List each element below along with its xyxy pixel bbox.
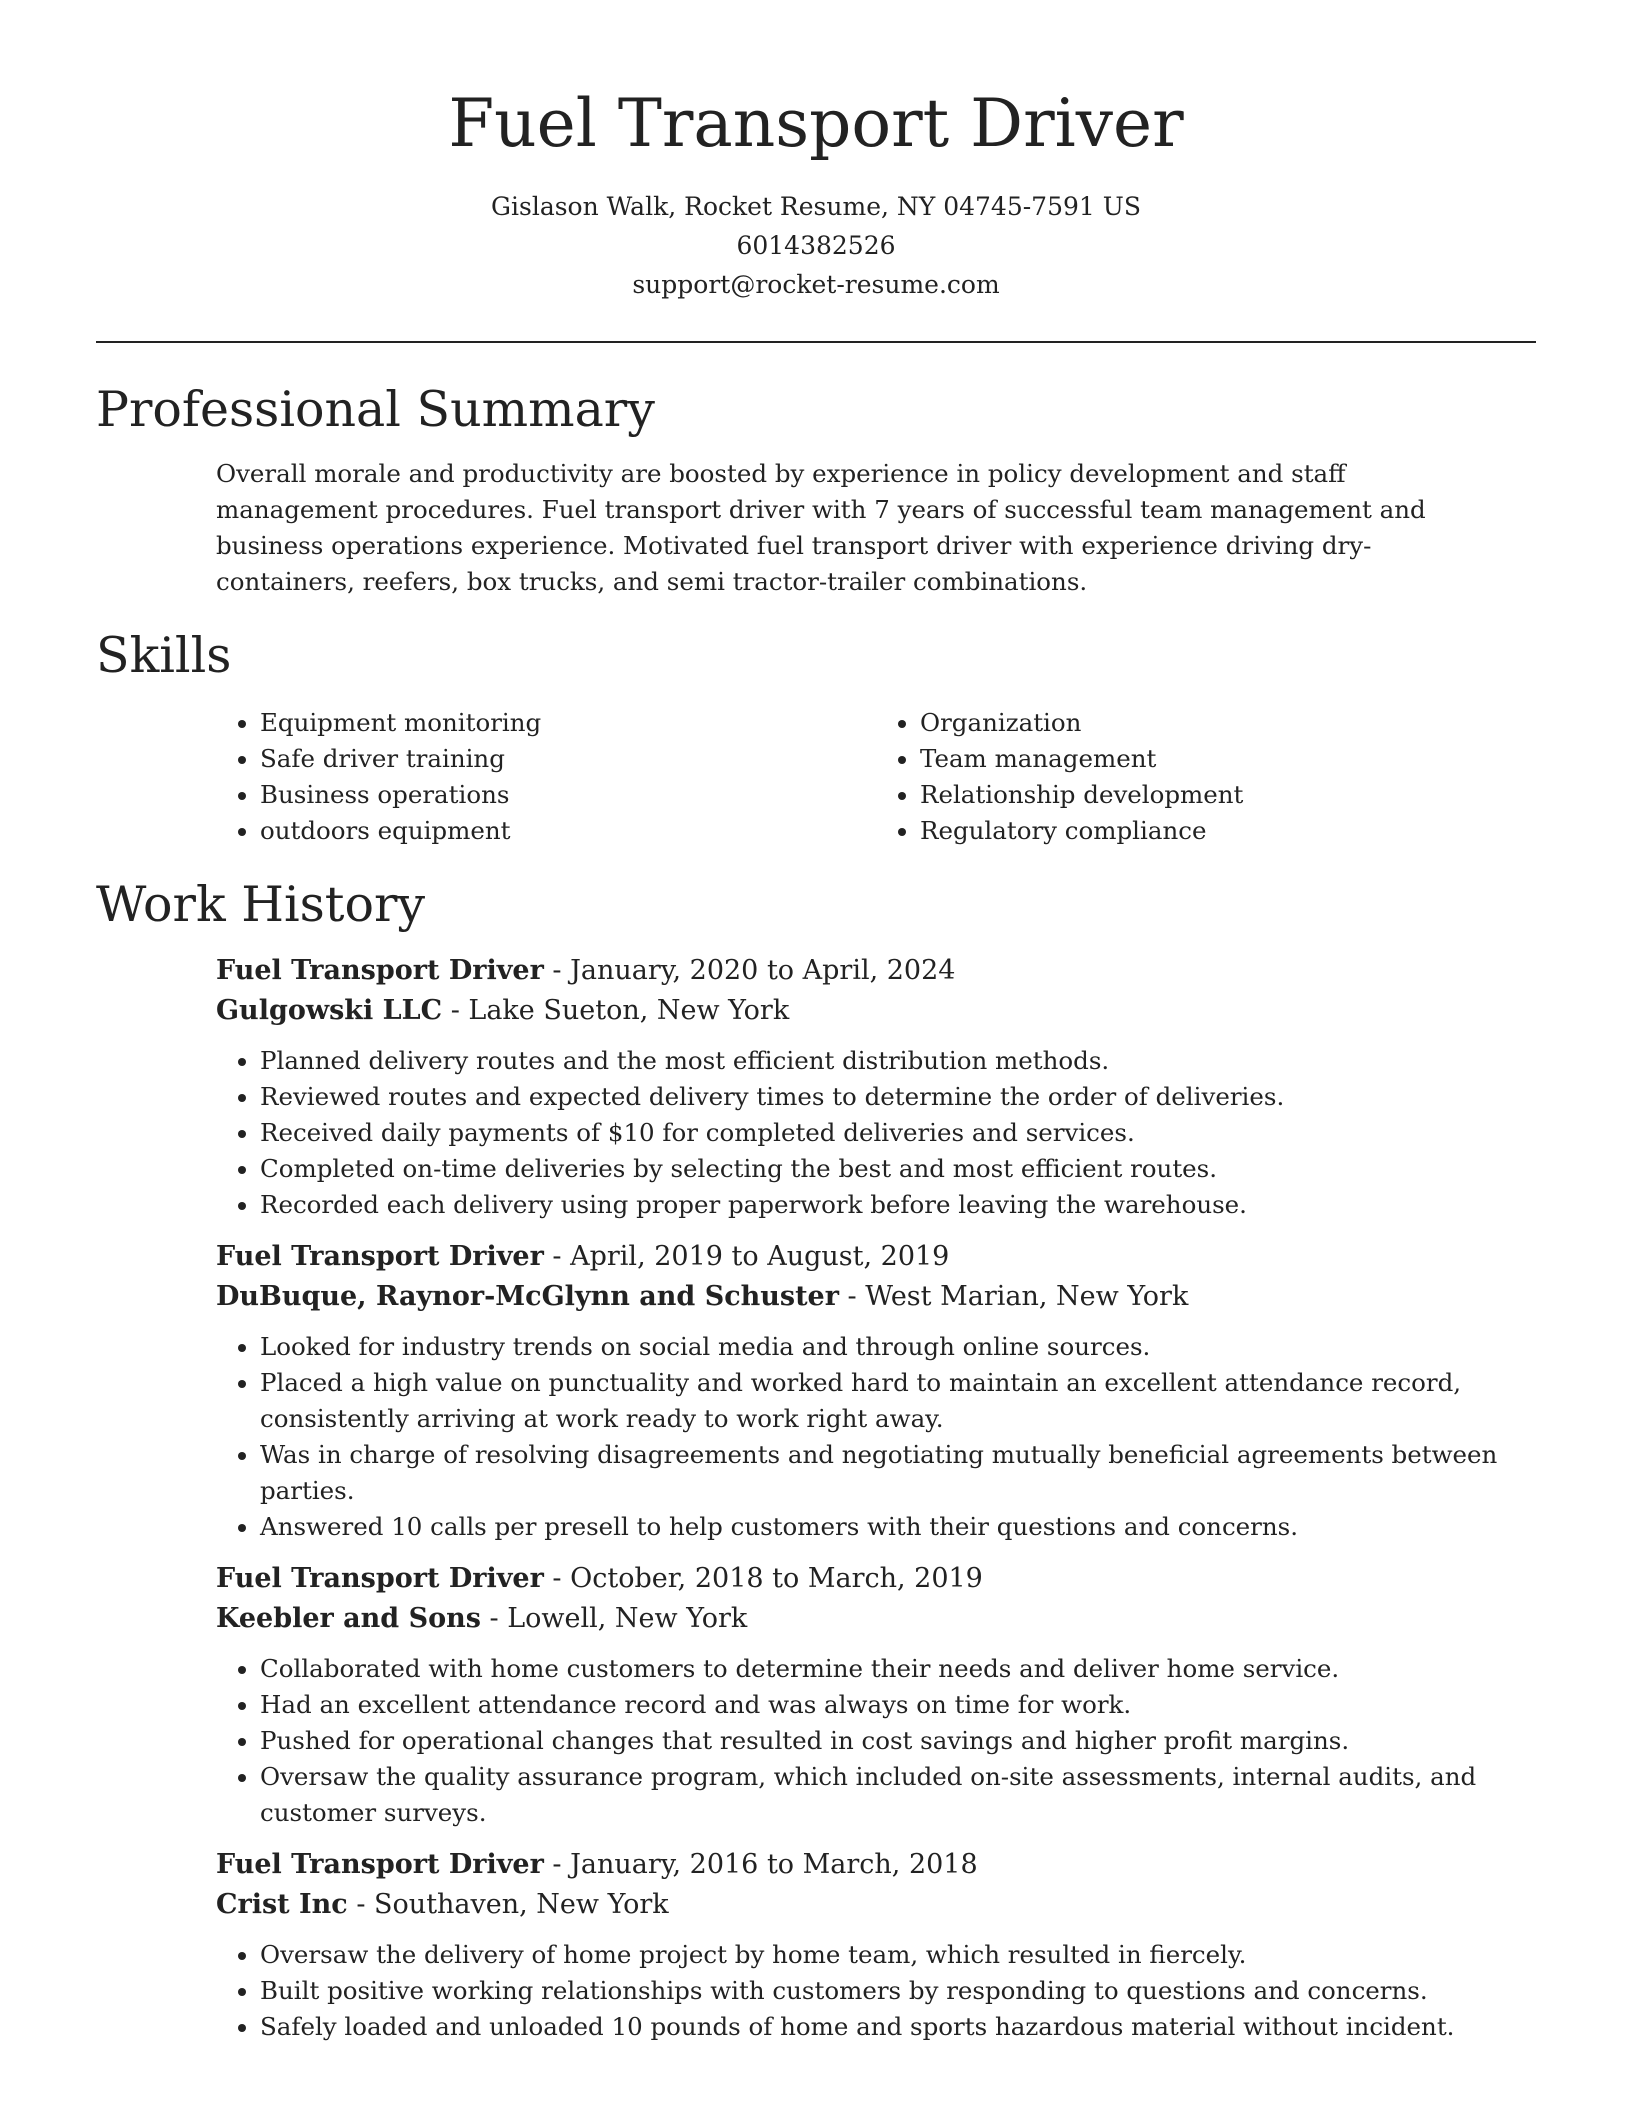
job-bullets [216,1937,1536,2045]
resume-header [0,0,1632,304]
separator: - [543,1563,571,1595]
company-name: Crist Inc [216,1889,348,1921]
skill-item: • Safe driver training [260,741,876,777]
job-title-line [216,951,1536,991]
job-dates: October, 2018 to March, 2019 [570,1563,983,1595]
separator: - [543,1241,571,1273]
address-text: Gislason Walk, Rocket Resume, NY 04745-7591 US [491,192,1141,222]
work-history-section [96,873,1536,2045]
skill-item: • Relationship development [920,777,1536,813]
skills-columns [216,705,1536,849]
job-location: Lake Sueton, New York [468,995,790,1027]
job-title: Fuel Transport Driver [216,1849,544,1881]
job-bullet: • Safely loaded and unloaded 10 pounds of home and sports hazardous material without incident. [260,2009,1536,2045]
skill-item: • Equipment monitoring [260,705,876,741]
skill-item: • Business operations [260,777,876,813]
separator: - [442,995,469,1027]
job-title: Fuel Transport Driver [216,1241,544,1273]
job-company-line [216,1599,1536,1639]
job-bullet: • Oversaw the quality assurance program, which included on-site assessments, internal audits, and customer surveys. [260,1759,1536,1831]
skills-list-right [876,705,1536,849]
job-bullet: • Looked for industry trends on social media and through online sources. [260,1329,1536,1365]
company-name: Keebler and Sons [216,1603,481,1635]
skills-list-left [216,705,876,849]
summary-text: Overall morale and productivity are boosted by experience in policy development and staff management procedures. Fuel transport driver with 7 years of successful team management and business operations experience. Motivated fuel transport driver with experience driving dry-containers, reefers, box trucks, and semi tractor-trailer combinations. [216,458,1426,596]
phone-text: 6014382526 [736,231,896,261]
job-title-line [216,1237,1536,1277]
job-dates: April, 2019 to August, 2019 [570,1241,950,1273]
job-dates: January, 2020 to April, 2024 [570,955,956,987]
job-bullet: • Answered 10 calls per presell to help customers with their questions and concerns. [260,1509,1536,1545]
job-bullet: • Received daily payments of $10 for completed deliveries and services. [260,1115,1536,1151]
job-title: Fuel Transport Driver [216,955,544,987]
contact-info [0,187,1632,304]
company-name: Gulgowski LLC [216,995,443,1027]
job-location: West Marian, New York [865,1281,1189,1313]
job-bullets [216,1651,1536,1831]
job-bullets [216,1329,1536,1545]
skill-item: • Regulatory compliance [920,813,1536,849]
job-location: Southaven, New York [374,1889,669,1921]
job-bullet: • Built positive working relationships with customers by responding to questions and concerns. [260,1973,1536,2009]
summary-heading: Professional Summary [96,381,655,438]
separator: - [543,955,571,987]
resume-body [96,378,1536,2059]
job-bullet: • Placed a high value on punctuality and worked hard to maintain an excellent attendance record, consistently arriving at work ready to work right away. [260,1365,1536,1437]
separator: - [838,1281,866,1313]
job-bullet: • Reviewed routes and expected delivery times to determine the order of deliveries. [260,1079,1536,1115]
work-history-heading: Work History [96,876,426,934]
job-title: Fuel Transport Driver [216,1563,544,1595]
job-bullet: • Pushed for operational changes that resulted in cost savings and higher profit margins. [260,1723,1536,1759]
header-divider [96,341,1536,343]
job-company-line [216,1277,1536,1317]
skill-item: • outdoors equipment [260,813,876,849]
separator: - [480,1603,508,1635]
separator: - [347,1889,375,1921]
job-bullet: • Had an excellent attendance record and was always on time for work. [260,1687,1536,1723]
skill-item: • Team management [920,741,1536,777]
job-entry [216,951,1536,1223]
job-title-line [216,1559,1536,1599]
job-entry [216,1237,1536,1545]
skills-heading: Skills [96,626,232,684]
job-bullet: • Planned delivery routes and the most efficient distribution methods. [260,1043,1536,1079]
summary-section [96,378,1536,600]
job-bullet: • Was in charge of resolving disagreements and negotiating mutually beneficial agreements between parties. [260,1437,1536,1509]
job-company-line [216,991,1536,1031]
job-bullet: • Collaborated with home customers to determine their needs and deliver home service. [260,1651,1536,1687]
job-bullets [216,1043,1536,1223]
email-text: support@rocket-resume.com [632,270,1000,300]
job-entry [216,1559,1536,1831]
job-bullet: • Completed on-time deliveries by selecting the best and most efficient routes. [260,1151,1536,1187]
job-bullet: • Recorded each delivery using proper paperwork before leaving the warehouse. [260,1187,1536,1223]
job-title-line [216,1845,1536,1885]
job-dates: January, 2016 to March, 2018 [570,1849,978,1881]
skills-section [96,624,1536,850]
company-name: DuBuque, Raynor-McGlynn and Schuster [216,1281,839,1313]
job-entry [216,1845,1536,2045]
job-company-line [216,1885,1536,1925]
job-bullet: • Oversaw the delivery of home project by home team, which resulted in fiercely. [260,1937,1536,1973]
job-location: Lowell, New York [507,1603,748,1635]
separator: - [543,1849,571,1881]
candidate-name: Fuel Transport Driver [448,85,1184,162]
skill-item: • Organization [920,705,1536,741]
